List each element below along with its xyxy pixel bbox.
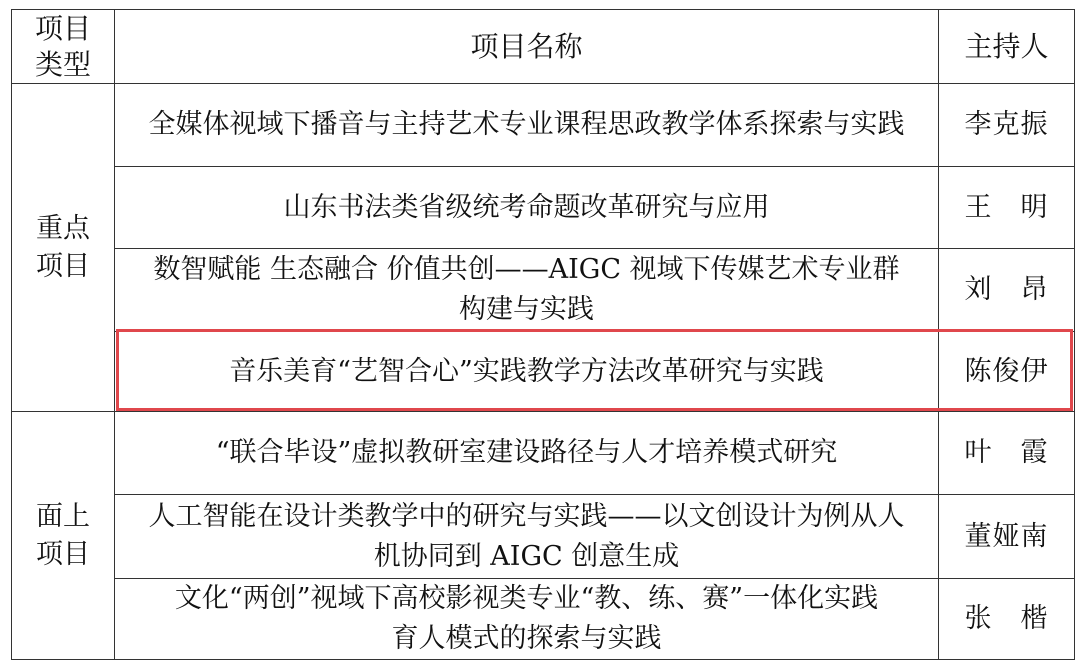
project-name-line1: 全媒体视域下播音与主持艺术专业课程思政教学体系探索与实践	[148, 109, 905, 140]
project-name	[115, 579, 939, 660]
project-name-line1: “联合毕设”虚拟教研室建设路径与人才培养模式研究	[215, 437, 838, 468]
project-name	[115, 495, 939, 579]
project-name	[115, 84, 939, 167]
header-host: 主持人	[939, 10, 1075, 84]
table-row	[12, 412, 1075, 495]
type-general-projects	[12, 412, 115, 660]
project-name	[115, 249, 939, 332]
type-line1: 重点	[36, 212, 90, 244]
header-type-line2: 类型	[34, 47, 91, 81]
table-row	[12, 579, 1075, 660]
project-name-line1: 音乐美育“艺智合心”实践教学方法改革研究与实践	[229, 355, 824, 387]
project-host: 李克振	[939, 84, 1075, 167]
project-host: 王 明	[939, 167, 1075, 249]
project-host: 董娅南	[939, 495, 1075, 579]
project-name-line1: 人工智能在设计类教学中的研究与实践——以文创设计为例从人	[148, 500, 905, 532]
type-line1: 面上	[36, 500, 90, 532]
project-name-line1: 山东书法类省级统考命题改革研究与应用	[283, 191, 770, 223]
header-name: 项目名称	[115, 10, 939, 84]
project-host: 叶 霞	[939, 412, 1075, 495]
header-type	[12, 10, 115, 84]
project-name-line1: 数智赋能 生态融合 价值共创——AIGC 视域下传媒艺术专业群	[153, 254, 900, 285]
table-row-highlighted	[12, 332, 1075, 412]
project-name-line1: 文化“两创”视域下高校影视类专业“教、练、赛”一体化实践	[174, 583, 879, 614]
project-name	[115, 167, 939, 249]
project-host: 张 楷	[939, 579, 1075, 660]
table-row	[12, 495, 1075, 579]
type-line2: 项目	[36, 538, 90, 570]
project-table	[11, 9, 1075, 660]
project-name-line2: 机协同到 AIGC 创意生成	[373, 540, 680, 572]
table-row	[12, 167, 1075, 249]
header-type-line1: 项目	[34, 11, 91, 45]
project-host: 陈俊伊	[939, 332, 1075, 412]
project-name-line2: 构建与实践	[459, 294, 594, 325]
table-row	[12, 249, 1075, 332]
project-name-line2: 育人模式的探索与实践	[391, 623, 662, 654]
table-header-row	[12, 10, 1075, 84]
project-name	[115, 412, 939, 495]
type-line2: 项目	[36, 250, 90, 282]
project-host: 刘 昂	[939, 249, 1075, 332]
type-key-projects	[12, 84, 115, 412]
project-name	[115, 332, 939, 412]
table-row	[12, 84, 1075, 167]
